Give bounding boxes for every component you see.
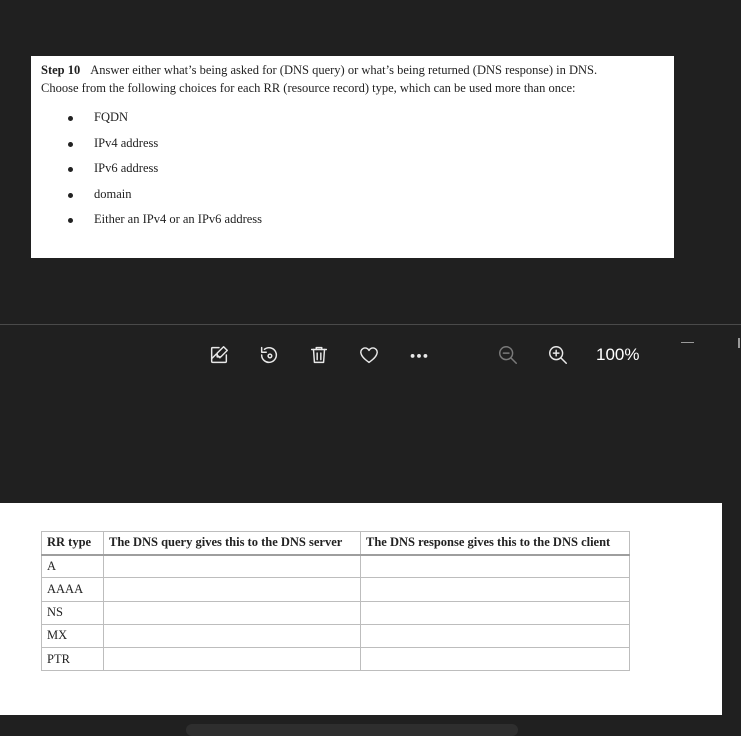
header-rr-type: RR type: [42, 532, 104, 555]
table-cell: [361, 578, 630, 601]
step-label: Step 10: [41, 63, 81, 77]
zoom-level[interactable]: 100%: [596, 345, 640, 364]
table-row: [42, 647, 630, 670]
table-cell: [361, 647, 630, 670]
list-item: FQDN: [41, 105, 664, 131]
toolbar-separator: [0, 324, 741, 325]
table-cell: PTR: [42, 647, 104, 670]
delete-icon: [308, 344, 330, 366]
photo-viewer-toolbar: [0, 340, 741, 370]
step-text-line2: Choose from the following choices for each RR (resource record) type, which can be used more than once:: [41, 81, 576, 95]
zoom-out-icon: [497, 344, 519, 366]
list-item: Either an IPv4 or an IPv6 address: [41, 207, 664, 233]
table-cell: MX: [42, 624, 104, 647]
table-cell: [104, 578, 361, 601]
rr-table: [41, 531, 630, 671]
table-header-row: [42, 532, 630, 555]
edit-image-icon: [208, 344, 230, 366]
document-page-top: [31, 56, 674, 258]
table-row: [42, 601, 630, 624]
list-item: IPv6 address: [41, 156, 664, 182]
more-button[interactable]: [406, 342, 432, 368]
table-row: [42, 624, 630, 647]
window-edge-icon: [738, 338, 740, 348]
delete-button[interactable]: [306, 342, 332, 368]
table-cell: [361, 555, 630, 578]
table-cell: [104, 555, 361, 578]
zoom-out-button[interactable]: [495, 342, 521, 368]
zoom-in-icon: [547, 344, 569, 366]
favorite-icon: [358, 344, 380, 366]
header-dns-response: The DNS response gives this to the DNS client: [361, 532, 630, 555]
header-dns-query: The DNS query gives this to the DNS server: [104, 532, 361, 555]
table-cell: [104, 647, 361, 670]
step-instruction: [41, 61, 664, 97]
table-cell: NS: [42, 601, 104, 624]
list-item: IPv4 address: [41, 131, 664, 157]
step-text-line1: Answer either what’s being asked for (DNS query) or what’s being returned (DNS response) in DNS.: [90, 63, 598, 77]
favorite-button[interactable]: [356, 342, 382, 368]
table-cell: [104, 601, 361, 624]
edit-image-button[interactable]: [206, 342, 232, 368]
document-page-bottom: [0, 503, 722, 715]
table-row: [42, 555, 630, 578]
choices-list: [41, 105, 664, 233]
table-cell: A: [42, 555, 104, 578]
list-item: domain: [41, 182, 664, 208]
table-cell: [361, 601, 630, 624]
more-icon: [408, 344, 430, 366]
table-cell: AAAA: [42, 578, 104, 601]
rotate-icon: [258, 344, 280, 366]
table-cell: [361, 624, 630, 647]
table-row: [42, 578, 630, 601]
rotate-button[interactable]: [256, 342, 282, 368]
filmstrip-bar[interactable]: [186, 724, 518, 736]
table-cell: [104, 624, 361, 647]
zoom-in-button[interactable]: [545, 342, 571, 368]
minimize-icon[interactable]: [681, 342, 694, 343]
